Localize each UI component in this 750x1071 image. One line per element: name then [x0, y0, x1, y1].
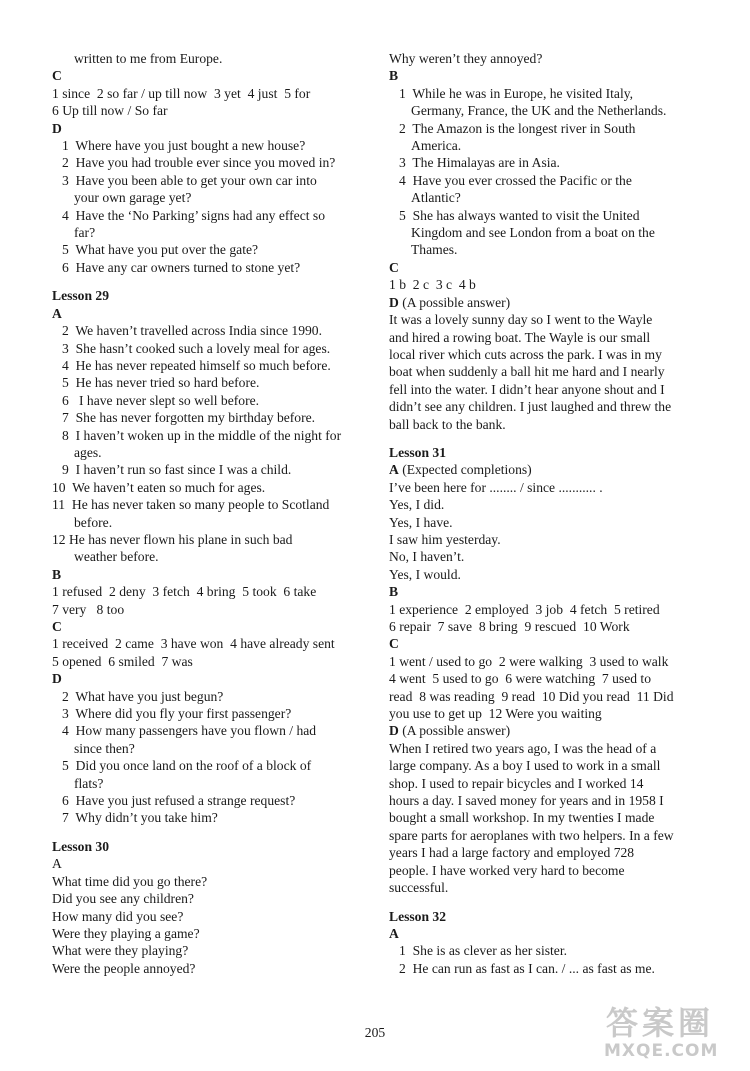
answer-line: 12 He has never flown his plane in such bad	[52, 531, 293, 547]
answer-continuation: flats?	[74, 775, 104, 791]
section-letter: D	[52, 671, 62, 687]
answer-line: 3 Have you been able to get your own car into	[62, 172, 317, 188]
section-letter: A	[389, 462, 399, 478]
answer-continuation: Kingdom and see London from a boat on the	[411, 225, 655, 241]
text-line: read 8 was reading 9 read 10 Did you read 11 Did	[389, 688, 674, 704]
section-note: (A possible answer)	[398, 294, 511, 310]
answer-line: 4 He has never repeated himself so much before.	[62, 357, 331, 373]
text-line: spare parts for aeroplanes with two helpers. In a few	[389, 827, 674, 843]
answer-line: 3 The Himalayas are in Asia.	[399, 155, 560, 171]
answer-line: 4 Have the ‘No Parking’ signs had any effect so	[62, 207, 325, 223]
section-letter: B	[52, 566, 62, 582]
answer-line: 3 She hasn’t cooked such a lovely meal for ages.	[62, 340, 331, 356]
text-line: successful.	[389, 880, 449, 896]
section-letter: D	[389, 294, 399, 310]
answer-continuation: America.	[411, 138, 462, 154]
answer-line: 1 She is as clever as her sister.	[399, 943, 567, 959]
answer-line: 2 He can run as fast as I can. / ... as fast as me.	[399, 960, 655, 976]
answer-continuation: ages.	[74, 444, 102, 460]
section-letter: D	[52, 120, 62, 136]
text-line: Did you see any children?	[52, 891, 194, 907]
answer-line: 8 I haven’t woken up in the middle of the night for	[62, 427, 342, 443]
answer-line: 10 We haven’t eaten so much for ages.	[52, 479, 266, 495]
left-column	[52, 50, 372, 977]
text-line: What time did you go there?	[52, 873, 208, 889]
lesson-heading: Lesson 29	[52, 288, 110, 304]
answer-line: 6 Have you just refused a strange request?	[62, 793, 296, 809]
answer-line: 4 How many passengers have you flown / had	[62, 723, 317, 739]
section-letter: B	[389, 584, 399, 600]
text-line: boat when suddenly a ball hit me hard and I nearly	[389, 364, 665, 380]
answer-line: 7 Why didn’t you take him?	[62, 810, 218, 826]
section-note: (A possible answer)	[398, 723, 511, 739]
text-line: I’ve been here for ........ / since ........... .	[389, 479, 603, 495]
text-line: 1 since 2 so far / up till now 3 yet 4 just 5 for	[52, 85, 311, 101]
text-line: Were they playing a game?	[52, 925, 200, 941]
text-line: 5 opened 6 smiled 7 was	[52, 653, 193, 669]
watermark-logo	[592, 1005, 742, 1067]
answer-line: 5 He has never tried so hard before.	[62, 375, 260, 391]
answer-line: 1 While he was in Europe, he visited Italy,	[399, 85, 634, 101]
text-line: Why weren’t they annoyed?	[389, 51, 543, 66]
text-line: No, I haven’t.	[389, 549, 465, 565]
answer-line: 6 Have any car owners turned to stone yet?	[62, 259, 301, 275]
answer-line: 4 Have you ever crossed the Pacific or the	[399, 172, 632, 188]
answer-continuation: weather before.	[74, 549, 159, 565]
answer-continuation: your own garage yet?	[74, 190, 192, 206]
section-letter: C	[52, 68, 62, 84]
answer-continuation: Atlantic?	[411, 190, 461, 206]
text-line: Yes, I would.	[389, 566, 461, 582]
section-letter: C	[52, 619, 62, 634]
answer-continuation: Germany, France, the UK and the Netherlands.	[411, 103, 667, 119]
text-line: 1 b 2 c 3 c 4 b	[389, 277, 476, 293]
answer-line: 11 He has never taken so many people to Scotland	[52, 497, 330, 513]
page-number: 205	[364, 1025, 386, 1040]
section-letter: C	[389, 636, 399, 652]
text-line: shop. I used to repair bicycles and I worked 14	[389, 775, 644, 791]
section-letter: A	[389, 925, 399, 941]
answer-line: 2 We haven’t travelled across India since 1990.	[62, 323, 322, 339]
section-letter: D	[389, 723, 399, 739]
text-line: 7 very 8 too	[52, 601, 125, 617]
text-line: A	[52, 856, 62, 872]
text-line: How many did you see?	[52, 908, 184, 924]
section-letter: A	[52, 305, 62, 321]
text-line: you use to get up 12 Were you waiting	[389, 706, 602, 722]
text-line: Yes, I did.	[389, 497, 445, 513]
answer-continuation: far?	[74, 225, 96, 241]
section-heading	[389, 461, 709, 478]
answer-line: 9 I haven’t run so fast since I was a child.	[62, 462, 292, 478]
text-line: 6 repair 7 save 8 bring 9 rescued 10 Work	[389, 619, 630, 634]
answer-line: 2 Have you had trouble ever since you moved in?	[62, 155, 336, 171]
text-line: didn’t see any children. I just laughed and threw the	[389, 399, 672, 415]
text-line: 1 went / used to go 2 were walking 3 used to walk	[389, 653, 669, 669]
text-line: years I had a large factory and employed 728	[389, 845, 635, 861]
answer-line: 3 Where did you fly your first passenger?	[62, 706, 292, 722]
section-heading	[389, 294, 709, 311]
answer-line: 5 She has always wanted to visit the United	[399, 207, 640, 223]
answer-continuation: since then?	[74, 740, 135, 756]
text-line: Yes, I have.	[389, 514, 453, 530]
lesson-heading: Lesson 30	[52, 838, 110, 854]
answer-line: 5 Did you once land on the roof of a block of	[62, 758, 312, 774]
text-line: local river which cuts across the park. I was in my	[389, 346, 662, 362]
watermark-url: MXQE.COM	[604, 1041, 719, 1061]
text-line: Were the people annoyed?	[52, 960, 196, 976]
answer-continuation: before.	[74, 514, 113, 530]
text-line: 6 Up till now / So far	[52, 103, 168, 119]
text-line: large company. As a boy I used to work in a small	[389, 758, 661, 774]
text-line: 1 refused 2 deny 3 fetch 4 bring 5 took 6 take	[52, 584, 317, 600]
section-letter: C	[389, 259, 399, 275]
text-line: 4 went 5 used to go 6 were watching 7 used to	[389, 671, 652, 687]
answer-line: 7 She has never forgotten my birthday before.	[62, 410, 316, 426]
text-line: I saw him yesterday.	[389, 531, 501, 547]
text-line: and hired a rowing boat. The Wayle is our small	[389, 329, 651, 345]
right-column	[389, 50, 709, 977]
text-line: 1 experience 2 employed 3 job 4 fetch 5 retired	[389, 601, 660, 617]
text-line: bought a small workshop. In my twenties I made	[389, 810, 655, 826]
text-line: 1 received 2 came 3 have won 4 have already sent	[52, 636, 335, 652]
watermark-text: 答案圈	[606, 1004, 715, 1042]
text-line: What were they playing?	[52, 943, 189, 959]
section-heading	[389, 722, 709, 739]
text-line: fell into the water. I didn’t hear anyone shout and I	[389, 381, 665, 397]
answer-line: 5 What have you put over the gate?	[62, 242, 259, 258]
lesson-heading: Lesson 32	[389, 908, 447, 924]
answer-continuation: Thames.	[411, 242, 458, 258]
answer-line: 2 The Amazon is the longest river in South	[399, 120, 636, 136]
lesson-heading: Lesson 31	[389, 444, 447, 460]
text-line: ball back to the bank.	[389, 416, 506, 432]
text-line: It was a lovely sunny day so I went to the Wayle	[389, 312, 653, 328]
section-letter: B	[389, 68, 399, 84]
text-line: people. I have worked very hard to become	[389, 862, 625, 878]
text-line: When I retired two years ago, I was the head of a	[389, 740, 657, 756]
answer-line: 1 Where have you just bought a new house?	[62, 138, 306, 154]
section-note: (Expected completions)	[398, 462, 532, 478]
answer-line: 2 What have you just begun?	[62, 688, 224, 704]
text-line: hours a day. I saved money for years and in 1958 I	[389, 793, 664, 809]
answer-continuation: written to me from Europe.	[74, 51, 223, 66]
answer-line: 6 I have never slept so well before.	[62, 392, 260, 408]
